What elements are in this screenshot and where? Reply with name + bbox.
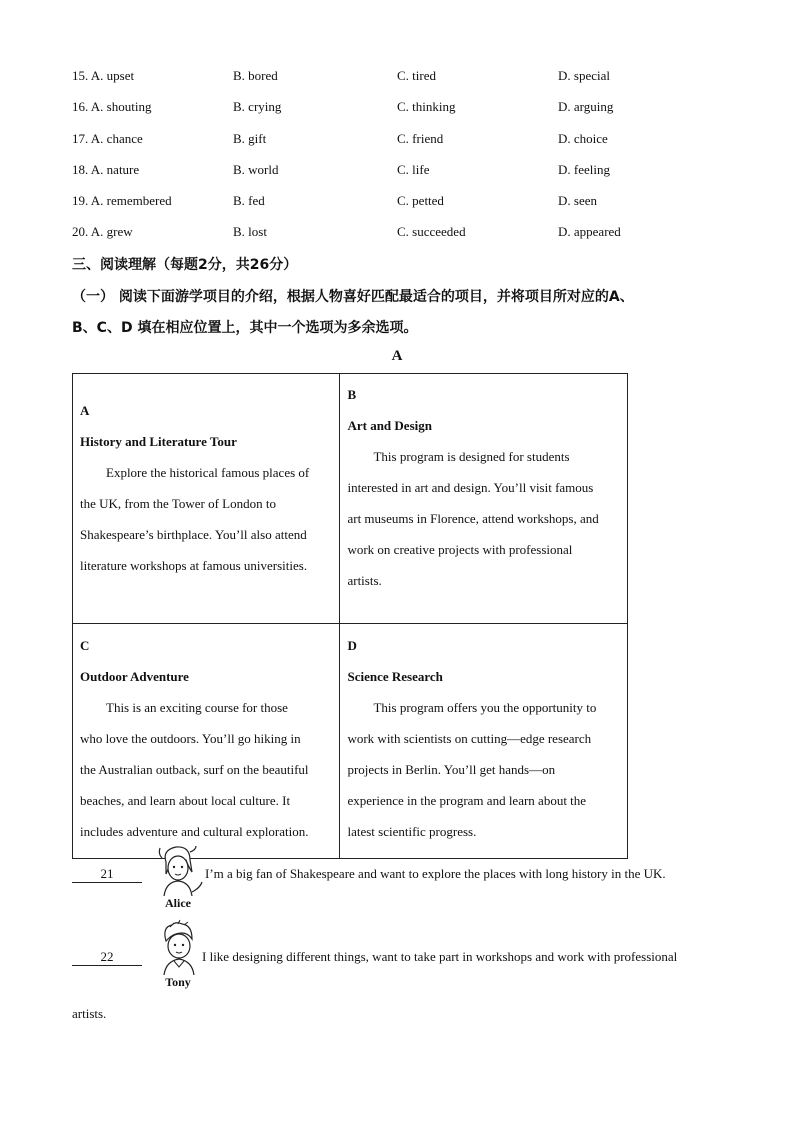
option-b: B. fed [233, 193, 265, 208]
program-cell-d [340, 624, 628, 859]
option-row-20 [72, 224, 752, 244]
option-row-19 [72, 193, 752, 213]
option-a: 19. A. remembered [72, 193, 172, 208]
program-title: History and Literature Tour [80, 434, 237, 449]
program-letter: A [80, 403, 90, 418]
program-line: projects in Berlin. You’ll get hands—on [347, 762, 556, 777]
question-text: I’m a big fan of Shakespeare and want to explore the places with long history in the UK. [205, 866, 666, 881]
program-table [72, 373, 628, 859]
question-number: 22 [72, 949, 142, 966]
option-b: B. crying [233, 99, 282, 114]
option-c: C. thinking [397, 99, 456, 114]
option-c: C. petted [397, 193, 444, 208]
program-title: Science Research [347, 669, 443, 684]
option-row-18 [72, 162, 752, 182]
program-title: Outdoor Adventure [80, 669, 189, 684]
character-name: Alice [165, 896, 191, 910]
option-b: B. world [233, 162, 279, 177]
option-d: D. feeling [558, 162, 610, 177]
program-line: artists. [347, 573, 382, 588]
option-a: 15. A. upset [72, 68, 135, 83]
program-line: Explore the historical famous places of [106, 465, 310, 480]
program-line: work with scientists on cutting—edge research [347, 731, 592, 746]
program-line: literature workshops at famous universities. [80, 558, 308, 573]
question-text: I like designing different things, want to take part in workshops and work with professional [202, 949, 678, 964]
section-heading: 三、阅读理解（每题2分，共26分） [72, 257, 298, 273]
alice-figure [152, 842, 204, 911]
program-letter: C [80, 638, 90, 653]
program-line: This is an exciting course for those [106, 700, 288, 715]
character-name: Tony [165, 975, 191, 989]
option-d: D. special [558, 68, 610, 83]
option-d: D. appeared [558, 224, 621, 239]
program-line: Shakespeare’s birthplace. You’ll also attend [80, 527, 307, 542]
program-line: who love the outdoors. You’ll go hiking in [80, 731, 301, 746]
program-cell-b [340, 374, 628, 624]
program-line: experience in the program and learn about the [347, 793, 587, 808]
tony-figure [152, 919, 204, 990]
option-row-15 [72, 68, 752, 88]
option-d: D. seen [558, 193, 597, 208]
alice-icon [152, 842, 204, 896]
instruction-line-2: B、C、D 填在相应位置上，其中一个选项为多余选项。 [72, 320, 418, 336]
program-cell-c [73, 624, 340, 859]
program-line: This program is designed for students [373, 449, 570, 464]
question-number: 21 [72, 866, 142, 883]
tony-icon [152, 919, 204, 975]
program-line: interested in art and design. You’ll visit famous [347, 480, 594, 495]
option-row-16 [72, 99, 752, 119]
program-line: art museums in Florence, attend workshops, and [347, 511, 599, 526]
program-cell-a [73, 374, 340, 624]
program-line: latest scientific progress. [347, 824, 477, 839]
program-line: the UK, from the Tower of London to [80, 496, 276, 511]
passage-label: A [391, 348, 403, 364]
question-text-continued: artists. [72, 1006, 107, 1021]
program-line: includes adventure and cultural exploration. [80, 824, 309, 839]
option-a: 17. A. chance [72, 131, 143, 146]
option-row-17 [72, 131, 752, 151]
program-letter: D [347, 638, 357, 653]
option-c: C. succeeded [397, 224, 466, 239]
option-c: C. tired [397, 68, 436, 83]
option-a: 20. A. grew [72, 224, 133, 239]
answer-blank-22[interactable] [72, 949, 142, 966]
option-b: B. lost [233, 224, 267, 239]
program-line: beaches, and learn about local culture. It [80, 793, 291, 808]
program-line: This program offers you the opportunity to [373, 700, 597, 715]
option-a: 16. A. shouting [72, 99, 152, 114]
option-c: C. friend [397, 131, 444, 146]
option-a: 18. A. nature [72, 162, 140, 177]
option-b: B. gift [233, 131, 267, 146]
answer-blank-21[interactable] [72, 866, 142, 883]
program-line: work on creative projects with professional [347, 542, 573, 557]
option-d: D. arguing [558, 99, 614, 114]
instruction-line-1: （一） 阅读下面游学项目的介绍，根据人物喜好匹配最适合的项目，并将项目所对应的A、 [72, 289, 634, 305]
option-c: C. life [397, 162, 430, 177]
program-line: the Australian outback, surf on the beautiful [80, 762, 309, 777]
option-b: B. bored [233, 68, 278, 83]
program-letter: B [347, 387, 357, 402]
program-title: Art and Design [347, 418, 432, 433]
option-d: D. choice [558, 131, 608, 146]
